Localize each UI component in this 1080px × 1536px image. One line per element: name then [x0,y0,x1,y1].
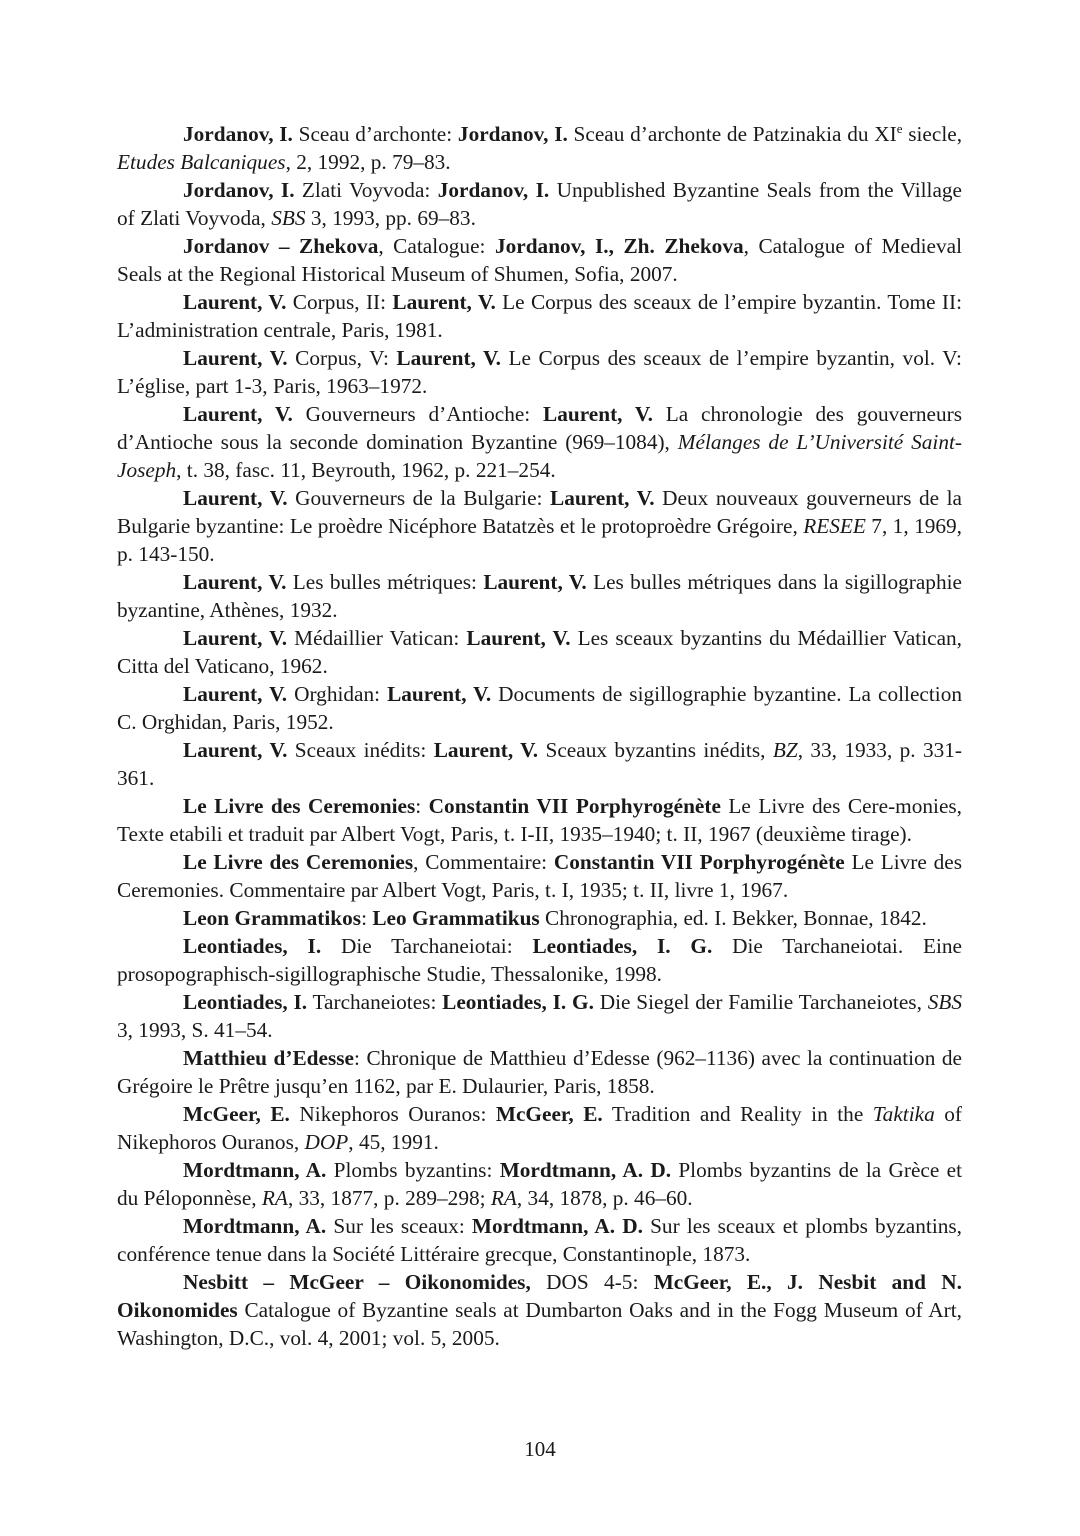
entry-bold-text: Laurent, V. [387,682,492,706]
entry-italic-text: SBS [271,206,306,230]
entry-italic-text: DOP [304,1130,349,1154]
entry-text: , Catalogue: [378,234,495,258]
entry-bold-text: Nesbitt – McGeer – Oikonomides, [183,1270,531,1294]
entry-italic-text: RA [490,1186,517,1210]
entry-bold-text: Constantin VII Porphyrogénète [553,850,845,874]
entry-text: La chronologie des gouverneurs d’Antioche sous la seconde domination Byzantine (969–1084), [117,402,962,454]
entry-text: Documents de sigillographie byzantine. La collection C. Orghidan, Paris, 1952. [117,682,962,734]
entry-bold-text: Laurent, V. [466,626,571,650]
entry-bold-text: Jordanov, I. [457,122,568,146]
entry-text: Corpus, II: [286,290,393,314]
entry-bold-text: Laurent, V. [183,626,288,650]
entry-bold-text: Laurent, V. [396,346,501,370]
entry-text: , 2, 1992, p. 79–83. [285,150,451,174]
entry-text: Corpus, V: [287,346,397,370]
entry-text: Nikephoros Ouranos: [289,1102,496,1126]
bibliography-list [117,120,962,1352]
entry-text: , 45, 1991. [348,1130,439,1154]
entry-text: Les bulles métriques: [286,570,484,594]
entry-text: Sceaux byzantins inédits, [538,738,773,762]
entry-text: Unpublished Byzantine Seals from the Village of Zlati Voyvoda, [117,178,963,230]
entry-bold-text: McGeer, E., J. Nesbit and N. Oikonomides [117,1270,962,1322]
bibliography-entry [117,680,962,736]
entry-bold-text: Jordanov – Zhekova [183,234,379,258]
bibliography-entry [117,736,962,792]
bibliography-entry [117,932,962,988]
entry-text: : Chronique de Matthieu d’Edesse (962–1136) avec la continuation de Grégoire le Prêtre jusqu’en 1162, par E. Dulaurier, Paris, 1858. [117,1046,962,1098]
entry-bold-text: McGeer, E. [183,1102,290,1126]
entry-text: Chronographia, ed. I. Bekker, Bonnae, 1842. [539,906,927,930]
bibliography-entry [117,1212,962,1268]
bibliography-entry [117,176,962,232]
entry-text: Deux nouveaux gouverneurs de la Bulgarie byzantine: Le proèdre Nicéphore Batatzès et le protoproèdre Grégoire, [117,486,962,538]
entry-text: : [415,794,429,818]
entry-bold-text: Leo Grammatikus [372,906,540,930]
entry-bold-text: Laurent, V. [543,402,653,426]
entry-bold-text: Leontiades, I. [183,934,322,958]
entry-italic-text: RA [261,1186,288,1210]
entry-italic-text: RESEE [803,514,866,538]
page-number: 104 [524,1437,556,1461]
entry-text: Sceaux inédits: [287,738,434,762]
entry-text: Les sceaux byzantins du Médaillier Vatican, Citta del Vaticano, 1962. [117,626,962,678]
entry-text: , 34, 1878, p. 46–60. [516,1186,693,1210]
entry-text: : [361,906,373,930]
entry-superscript: e [896,120,903,136]
entry-text: Sur les sceaux et plombs byzantins, conférence tenue dans la Société Littéraire grecque, Constantinople, 1873. [117,1214,963,1266]
bibliography-entry [117,624,962,680]
entry-text: 7, 1, 1969, p. 143-150. [117,514,962,566]
entry-text: Zlati Voyvoda: [294,178,438,202]
entry-bold-text: Jordanov, I., Zh. Zhekova [494,234,744,258]
entry-text: Sceau d’archonte: [292,122,458,146]
bibliography-entry [117,1156,962,1212]
bibliography-entry [117,484,962,568]
entry-bold-text: Le Livre des Ceremonies [183,850,414,874]
entry-bold-text: Mordtmann, A. [183,1158,327,1182]
entry-text: Le Livre des Ceremonies. Commentaire par Albert Vogt, Paris, t. I, 1935; t. II, livre 1, 1967. [117,850,962,902]
entry-text: Médaillier Vatican: [287,626,467,650]
entry-text: Die Tarchaneiotai: [321,934,533,958]
bibliography-entry [117,792,962,848]
entry-bold-text: Jordanov, I. [437,178,550,202]
entry-text: , Commentaire: [413,850,554,874]
bibliography-entry [117,1100,962,1156]
entry-bold-text: Leontiades, I. G. [532,934,713,958]
entry-bold-text: Laurent, V. [183,346,288,370]
entry-text: Catalogue of Byzantine seals at Dumbarton Oaks and in the Fogg Museum of Art, Washington, D.C., vol. 4, 2001; vol. 5, 2005. [117,1298,962,1350]
bibliography-entry [117,848,962,904]
entry-text: Les bulles métriques dans la sigillographie byzantine, Athènes, 1932. [117,570,962,622]
entry-text: Die Tarchaneiotai. Eine prosopographisch-sigillographische Studie, Thessalonike, 1998. [117,934,963,986]
bibliography-entry [117,232,962,288]
entry-italic-text: Etudes Balcaniques [117,150,286,174]
entry-text: Tradition and Reality in the [602,1102,873,1126]
entry-text: Gouverneurs d’Antioche: [292,402,544,426]
entry-bold-text: Constantin VII Porphyrogénète [428,794,721,818]
entry-bold-text: Jordanov, I. [183,122,293,146]
entry-text: Plombs byzantins de la Grèce et du Péloponnèse, [117,1158,962,1210]
entry-bold-text: Leon Grammatikos [183,906,362,930]
entry-italic-text: Taktika [872,1102,935,1126]
entry-text: Sceau d’archonte de Patzinakia du XI [567,122,897,146]
entry-text: DOS 4-5: [530,1270,654,1294]
entry-bold-text: Laurent, V. [183,570,287,594]
entry-bold-text: Le Livre des Ceremonies [183,794,416,818]
entry-bold-text: Leontiades, I. [183,990,308,1014]
entry-text: , Catalogue of Medieval Seals at the Regional Historical Museum of Shumen, Sofia, 2007. [117,234,962,286]
entry-bold-text: Laurent, V. [183,290,287,314]
bibliography-entry [117,904,962,932]
entry-bold-text: Laurent, V. [550,486,655,510]
entry-bold-text: Laurent, V. [483,570,587,594]
entry-bold-text: Leontiades, I. G. [442,990,594,1014]
entry-text: Plombs byzantins: [326,1158,500,1182]
entry-text: Orghidan: [287,682,388,706]
entry-text: Le Corpus des sceaux de l’empire byzantin, vol. V: L’église, part 1-3, Paris, 1963–1972. [117,346,962,398]
entry-bold-text: McGeer, E. [495,1102,603,1126]
entry-bold-text: Laurent, V. [433,738,539,762]
entry-text: Le Livre des Cere-monies, Texte etabili et traduit par Albert Vogt, Paris, t. I-II, 1935–1940; t. II, 1967 (deuxième tirage). [117,794,963,846]
entry-bold-text: Laurent, V. [392,290,496,314]
entry-bold-text: Mordtmann, A. D. [499,1158,672,1182]
bibliography-entry [117,344,962,400]
entry-bold-text: Laurent, V. [183,402,293,426]
entry-bold-text: Matthieu d’Edesse [183,1046,354,1070]
entry-text: Le Corpus des sceaux de l’empire byzantin. Tome II: L’administration centrale, Paris, 1981. [117,290,962,342]
entry-bold-text: Laurent, V. [183,682,288,706]
bibliography-entry [117,288,962,344]
entry-text: of Nikephoros Ouranos, [117,1102,962,1154]
bibliography-entry [117,1268,962,1352]
entry-text: , 33, 1933, p. 331-361. [117,738,963,790]
bibliography-entry [117,120,962,176]
entry-text: Sur les sceaux: [326,1214,472,1238]
entry-text: , 33, 1877, p. 289–298; [287,1186,491,1210]
entry-italic-text: SBS [927,990,963,1014]
entry-text: 3, 1993, S. 41–54. [117,1018,273,1042]
bibliography-entry [117,988,962,1044]
entry-text: Die Siegel der Familie Tarchaneiotes, [593,990,928,1014]
entry-italic-text: Mélanges de L’Université Saint-Joseph [117,430,962,482]
entry-italic-text: BZ [772,738,798,762]
entry-text: Gouverneurs de la Bulgarie: [287,486,551,510]
entry-bold-text: Laurent, V. [183,486,288,510]
entry-text: 3, 1993, pp. 69–83. [305,206,476,230]
entry-bold-text: Laurent, V. [183,738,288,762]
entry-text: , t. 38, fasc. 11, Beyrouth, 1962, p. 221–254. [176,458,556,482]
entry-bold-text: Jordanov, I. [183,178,295,202]
entry-text: siecle, [902,122,963,146]
bibliography-entry [117,568,962,624]
entry-bold-text: Mordtmann, A. [183,1214,327,1238]
bibliography-entry [117,1044,962,1100]
entry-bold-text: Mordtmann, A. D. [471,1214,643,1238]
entry-text: Tarchaneiotes: [307,990,443,1014]
bibliography-entry [117,400,962,484]
